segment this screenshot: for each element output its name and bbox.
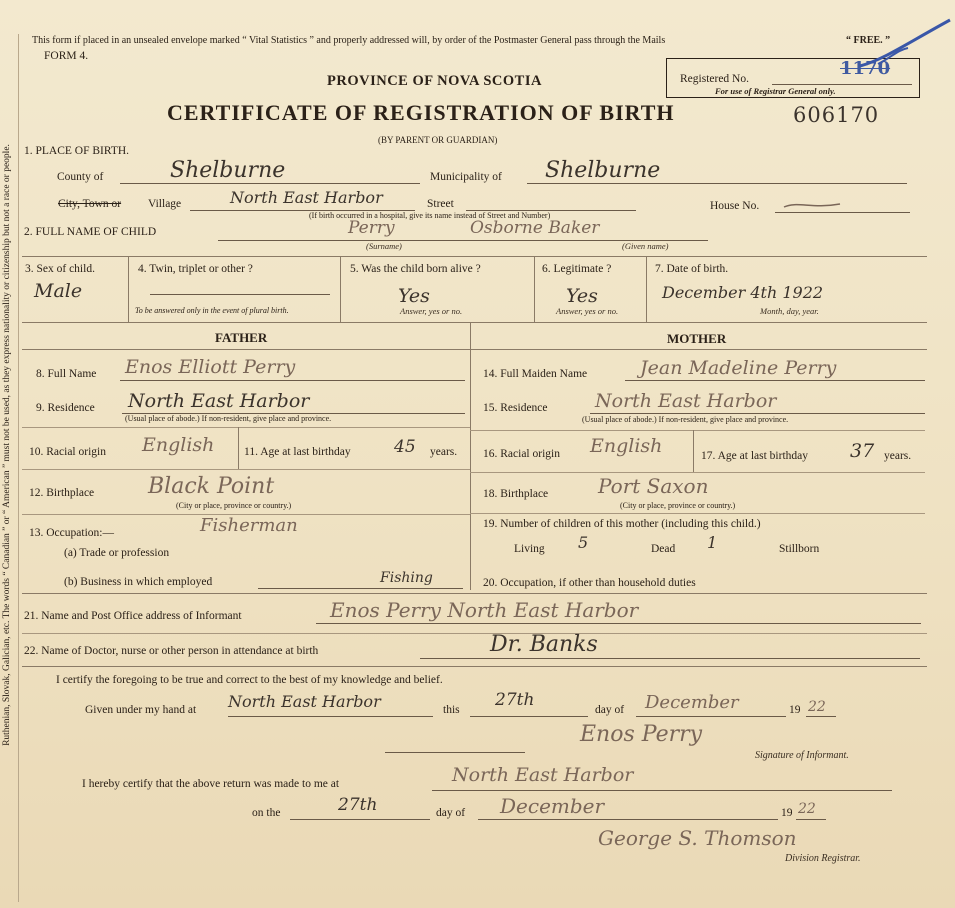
given-caption: (Given name): [622, 241, 669, 251]
mother-name-value: Jean Madeline Perry: [640, 357, 837, 379]
informant-label: 21. Name and Post Office address of Informant: [24, 610, 242, 622]
house-no-dash: [782, 199, 842, 211]
father-name-value: Enos Elliott Perry: [125, 356, 296, 378]
mother-age-value: 37: [850, 440, 875, 462]
mother-birthplace-value: Port Saxon: [598, 474, 709, 498]
child-name-label: 2. FULL NAME OF CHILD: [24, 226, 157, 238]
father-residence-note: (Usual place of abode.) If non-resident, give place and province.: [125, 414, 332, 423]
alive-caption: Answer, yes or no.: [400, 306, 463, 316]
cell-divider: [340, 256, 341, 322]
legitimate-label: 6. Legitimate ?: [542, 263, 612, 275]
given-year-line: [806, 716, 836, 717]
father-age-rule: [22, 469, 470, 470]
given-month-line: [636, 716, 786, 717]
parents-divider: [470, 322, 471, 590]
registered-label: Registered No.: [680, 73, 749, 85]
mother-birthplace-label: 18. Birthplace: [483, 488, 549, 500]
given-place-line: [228, 716, 433, 717]
on-the-label: on the: [252, 807, 281, 819]
registered-note: For use of Registrar General only.: [715, 86, 836, 96]
sex-value: Male: [34, 280, 83, 302]
street-label: Street: [427, 198, 454, 210]
row-bottom-rule: [22, 322, 927, 323]
doctor-line: [420, 658, 920, 659]
mother-years-label: years.: [884, 450, 912, 462]
father-row-rule: [22, 427, 470, 428]
father-racial-label: 10. Racial origin: [29, 446, 106, 458]
father-racial-divider: [238, 427, 239, 469]
municipality-label: Municipality of: [430, 171, 502, 183]
year-prefix-2: 19: [781, 807, 793, 819]
mother-residence-label: 15. Residence: [483, 402, 548, 414]
witness-line: [385, 752, 525, 753]
living-label: Living: [514, 543, 545, 555]
signature-caption: Signature of Informant.: [755, 750, 849, 761]
given-place-value: North East Harbor: [228, 692, 381, 711]
mother-row-rule: [470, 430, 925, 431]
father-years-label: years.: [430, 446, 458, 458]
mother-occupation-label: 20. Occupation, if other than household duties: [483, 577, 696, 589]
mother-heading: MOTHER: [667, 331, 727, 346]
hospital-note: (If birth occurred in a hospital, give its name instead of Street and Number): [309, 211, 551, 220]
father-name-label: 8. Full Name: [36, 368, 97, 380]
child-surname: Perry: [348, 218, 395, 238]
this-label: this: [443, 704, 460, 716]
father-residence-value: North East Harbor: [128, 390, 310, 412]
village-value: North East Harbor: [230, 188, 383, 207]
made-month-line: [478, 819, 778, 820]
city-town-label-struck: City, Town or: [58, 198, 122, 210]
given-month-value: December: [645, 692, 739, 713]
mother-age-rule: [470, 472, 925, 473]
legitimate-caption: Answer, yes or no.: [556, 306, 619, 316]
twin-note: To be answered only in the event of plural birth.: [135, 306, 289, 315]
row-top-rule: [22, 256, 927, 257]
doctor-label: 22. Name of Doctor, nurse or other person in attendance at birth: [24, 645, 319, 657]
postal-notice: This form if placed in an unsealed envelope marked “ Vital Statistics ” and properly addressed will, by order of the Postmaster General pass through the Mails: [32, 35, 666, 46]
father-age-value: 45: [394, 437, 416, 457]
pen-mark: [858, 16, 953, 74]
mother-birthplace-note: (City or place, province or country.): [620, 501, 736, 510]
alive-label: 5. Was the child born alive ?: [350, 263, 481, 275]
house-no-label: House No.: [710, 200, 760, 212]
mother-residence-value: North East Harbor: [595, 390, 777, 412]
mother-birthplace-rule: [470, 513, 925, 514]
father-age-label: 11. Age at last birthday: [244, 446, 351, 458]
twin-line: [150, 294, 330, 295]
made-place-line: [432, 790, 892, 791]
day-of-label: day of: [595, 704, 625, 716]
given-year-value: 22: [808, 699, 826, 715]
sex-label: 3. Sex of child.: [25, 263, 95, 275]
business-value: Fishing: [380, 570, 433, 586]
legitimate-value: Yes: [566, 285, 598, 307]
made-day-value: 27th: [338, 795, 378, 815]
county-value: Shelburne: [170, 158, 286, 183]
side-note: Ruthenian, Slovak, Galician, etc. The words “ Canadian ” or “ American ” must not be used, as they express nationality or citizenship but not a race or people.: [2, 144, 12, 746]
alive-value: Yes: [398, 285, 430, 307]
father-birthplace-value: Black Point: [148, 474, 275, 499]
father-residence-label: 9. Residence: [36, 402, 95, 414]
county-label: County of: [57, 171, 104, 183]
cell-divider: [646, 256, 647, 322]
registrar-signature: George S. Thomson: [598, 826, 797, 850]
place-of-birth-label: 1. PLACE OF BIRTH.: [24, 145, 130, 157]
made-year-value: 22: [798, 801, 816, 817]
dob-value: December 4th 1922: [662, 283, 824, 302]
given-day-value: 27th: [495, 690, 535, 710]
informant-line: [316, 623, 921, 624]
given-day-line: [470, 716, 588, 717]
parents-head-rule: [22, 349, 927, 350]
made-day-line: [290, 819, 430, 820]
form-number: FORM 4.: [44, 50, 89, 62]
mother-name-label: 14. Full Maiden Name: [483, 368, 588, 380]
trade-label: (a) Trade or profession: [64, 547, 170, 559]
child-given-name: Osborne Baker: [470, 218, 600, 238]
made-month-value: December: [500, 794, 605, 818]
registered-underline: [772, 84, 912, 85]
mother-residence-note: (Usual place of abode.) If non-resident, give place and province.: [582, 415, 789, 424]
house-no-line: [775, 212, 910, 213]
informant-rule: [22, 633, 927, 634]
left-margin-rule: [18, 34, 19, 902]
year-prefix: 19: [789, 704, 801, 716]
mother-racial-label: 16. Racial origin: [483, 448, 560, 460]
father-occupation-label: 13. Occupation:—: [29, 527, 114, 539]
mother-racial-divider: [693, 430, 694, 472]
day-of2-label: day of: [436, 807, 466, 819]
father-name-line: [120, 380, 465, 381]
surname-caption: (Surname): [366, 241, 402, 251]
business-line: [258, 588, 463, 589]
certify-statement: I certify the foregoing to be true and correct to the best of my knowledge and belief.: [56, 674, 443, 686]
stamp-number: 606170: [793, 103, 880, 127]
parents-bottom-rule: [22, 593, 927, 594]
county-line: [120, 183, 420, 184]
certificate-subtitle: (BY PARENT OR GUARDIAN): [378, 135, 498, 145]
village-label: Village: [148, 198, 182, 210]
registered-number: 1170: [840, 58, 891, 79]
doctor-value: Dr. Banks: [490, 632, 598, 657]
father-birthplace-note: (City or place, province or country.): [176, 501, 292, 510]
made-place-value: North East Harbor: [452, 764, 634, 786]
municipality-value: Shelburne: [545, 158, 661, 183]
living-value: 5: [578, 533, 589, 552]
children-label: 19. Number of children of this mother (including this child.): [483, 518, 761, 530]
cell-divider: [534, 256, 535, 322]
dob-caption: Month, day, year.: [760, 306, 819, 316]
mother-age-label: 17. Age at last birthday: [701, 450, 808, 462]
dob-label: 7. Date of birth.: [655, 263, 729, 275]
father-heading: FATHER: [215, 330, 268, 345]
cell-divider: [128, 256, 129, 322]
province-heading: PROVINCE OF NOVA SCOTIA: [327, 73, 542, 89]
dead-value: 1: [707, 533, 718, 552]
father-birthplace-label: 12. Birthplace: [29, 487, 95, 499]
mother-residence-line: [590, 413, 925, 414]
registrar-caption: Division Registrar.: [785, 853, 861, 864]
mother-racial-value: English: [590, 435, 663, 457]
municipality-line: [527, 183, 907, 184]
father-racial-value: English: [142, 434, 215, 456]
father-occupation-value: Fisherman: [200, 515, 298, 536]
hereby-certify-label: I hereby certify that the above return was made to me at: [82, 778, 340, 790]
given-under-label: Given under my hand at: [85, 704, 197, 716]
dead-label: Dead: [651, 543, 676, 555]
certificate-title: CERTIFICATE OF REGISTRATION OF BIRTH: [167, 100, 675, 125]
stillborn-label: Stillborn: [779, 543, 820, 555]
informant-signature: Enos Perry: [580, 722, 703, 747]
mother-name-line: [625, 380, 925, 381]
business-label: (b) Business in which employed: [64, 576, 213, 588]
doctor-rule: [22, 666, 927, 667]
made-year-line: [796, 819, 826, 820]
informant-value: Enos Perry North East Harbor: [330, 598, 639, 622]
twin-label: 4. Twin, triplet or other ?: [138, 263, 253, 275]
postal-notice-free: “ FREE. ”: [846, 35, 891, 46]
